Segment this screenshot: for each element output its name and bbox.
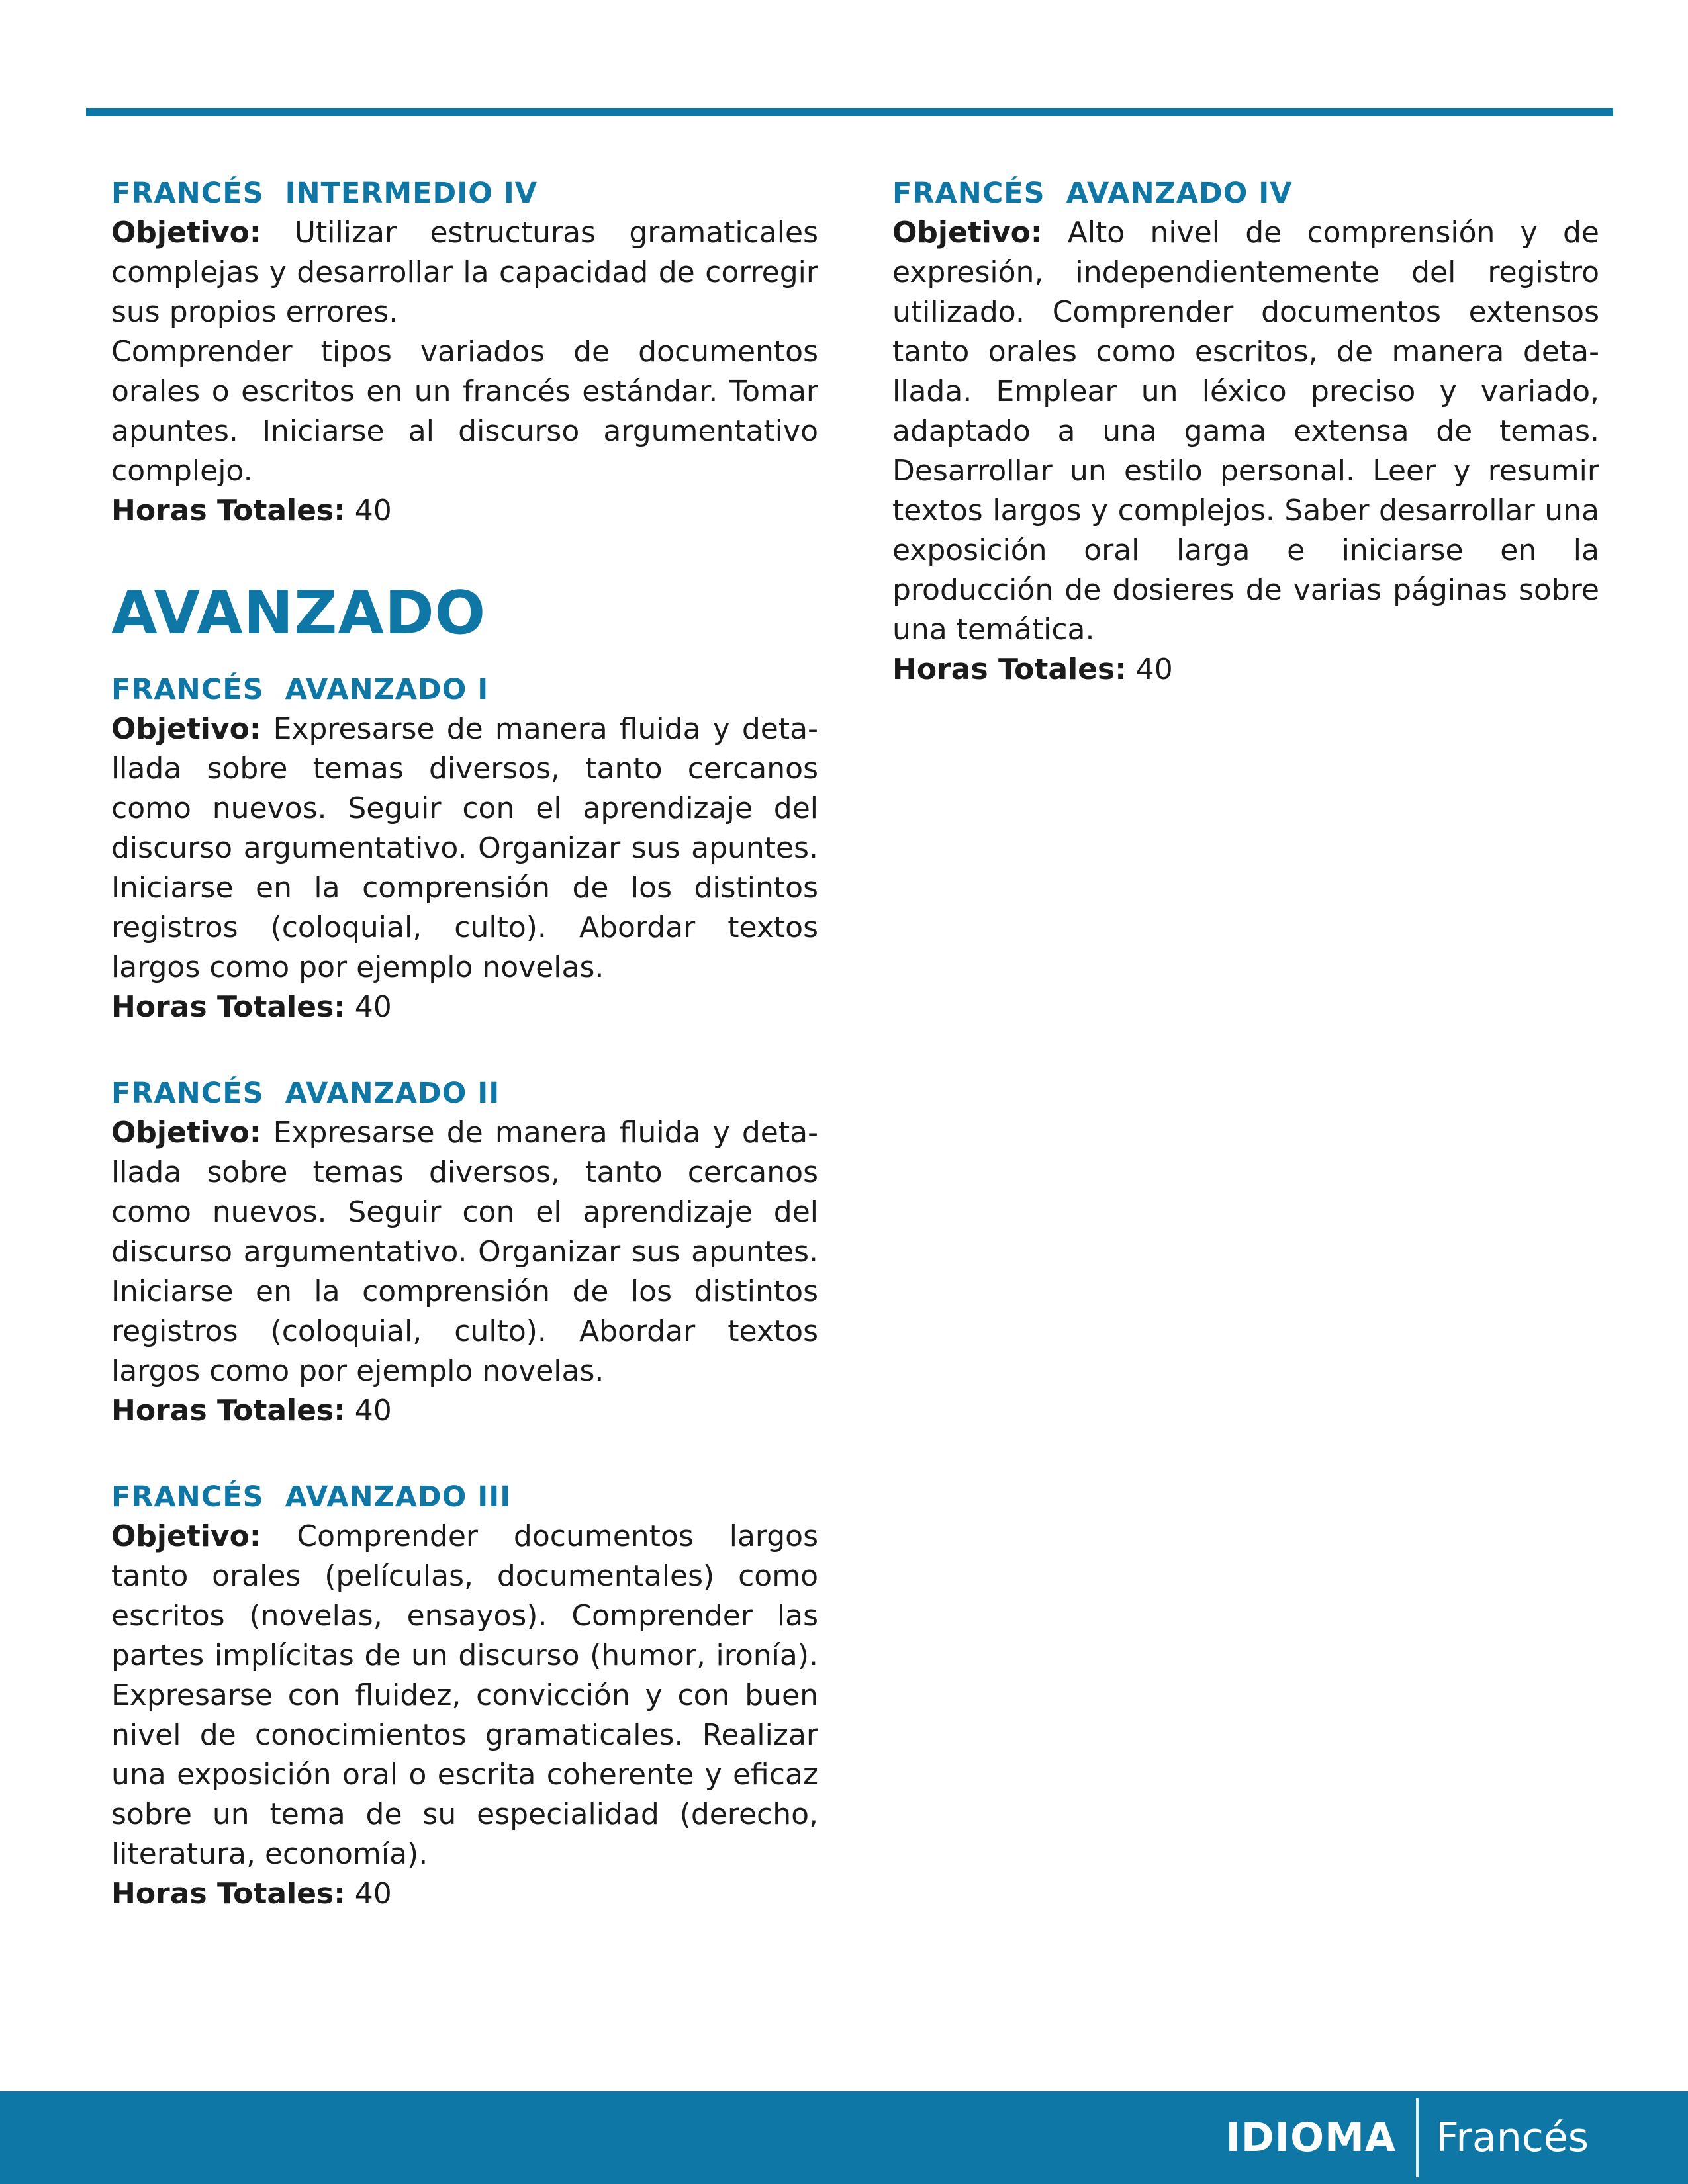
hours-value: 40: [345, 494, 392, 527]
course-title: FRANCÉS INTERMEDIO IV: [111, 177, 538, 210]
course-avanzado-iv: [892, 173, 1599, 690]
course-hours: [111, 987, 818, 1027]
course-title: FRANCÉS AVANZADO II: [111, 1077, 500, 1110]
course-hours: [111, 491, 818, 531]
hours-label: Horas Totales:: [892, 653, 1127, 686]
course-objective: [111, 213, 818, 332]
objective-text: Alto nivel de comprensión y de expresión, independientemente del registro utilizado. Comprender documentos extensos tanto orales como escritos, de manera detallada. Emplear un léxico preciso y variado, adaptado a una gama extensa de temas. Desarrollar un estilo personal. Leer y resumir textos largos y complejos. Saber desarrollar una exposición oral larga e iniciarse en la producción de dosieres de varias páginas sobre una temática.: [892, 216, 1599, 647]
objective-text: Expresarse de manera fluida y detallada sobre temas diversos, tanto cercanos como nuevos. Seguir con el aprendizaje del discurso argumentativo. Organizar sus apuntes. Iniciarse en la comprensión de los distintos registros (coloquial, culto). Abordar textos largos como por ejemplo novelas.: [111, 1116, 818, 1388]
course-hours: [892, 650, 1599, 690]
objective-text: Utilizar estructuras gramaticales complejas y desarrollar la capacidad de corregir sus propios errores.: [111, 216, 818, 329]
hours-value: 40: [1126, 653, 1173, 686]
objective-label: Objetivo:: [111, 1116, 261, 1150]
course-description: Comprender tipos variados de documentos orales o escritos en un francés estándar. Tomar apuntes. Iniciarse al discurso argumentativo complejo.: [111, 335, 818, 488]
hours-value: 40: [345, 990, 392, 1024]
objective-text: Comprender documentos largos tanto orales (películas, documentales) como escritos (novelas, ensayos). Comprender las partes implícitas de un discurso (humor, ironía). Expresarse con fluidez, convicción y con buen nivel de conocimientos gramaticales. Realizar una exposición oral o escrita coherente y eficaz sobre un tema de su especialidad (derecho, literatura, economía).: [111, 1520, 818, 1871]
hours-value: 40: [345, 1877, 392, 1911]
footer-label: IDIOMA: [1225, 2115, 1397, 2161]
top-rule: [86, 108, 1613, 116]
hours-label: Horas Totales:: [111, 1394, 346, 1428]
course-avanzado-iii: [111, 1477, 818, 1914]
course-intermedio-iv: [111, 173, 818, 531]
course-objective: [111, 1113, 818, 1391]
right-column: [892, 173, 1599, 736]
objective-label: Objetivo:: [111, 712, 261, 746]
objective-label: Objetivo:: [892, 216, 1043, 250]
course-objective: [111, 1517, 818, 1874]
course-hours: [111, 1391, 818, 1431]
left-column: [111, 173, 818, 1960]
course-avanzado-i: [111, 670, 818, 1027]
objective-label: Objetivo:: [111, 1520, 261, 1553]
course-objective: [892, 213, 1599, 650]
course-objective: [111, 709, 818, 987]
course-avanzado-ii: [111, 1073, 818, 1431]
course-title: FRANCÉS AVANZADO IV: [892, 177, 1293, 210]
footer-bar: [0, 2091, 1688, 2184]
course-title: FRANCÉS AVANZADO III: [111, 1480, 512, 1514]
hours-label: Horas Totales:: [111, 1877, 346, 1911]
footer-language: Francés: [1436, 2115, 1589, 2161]
course-title: FRANCÉS AVANZADO I: [111, 673, 489, 706]
footer-separator: [1416, 2098, 1419, 2177]
objective-text: Expresarse de manera fluida y detallada sobre temas diversos, tanto cercanos como nuevos. Seguir con el aprendizaje del discurso argumentativo. Organizar sus apuntes. Iniciarse en la comprensión de los distintos registros (coloquial, culto). Abordar textos largos como por ejemplo novelas.: [111, 712, 818, 984]
objective-label: Objetivo:: [111, 216, 261, 250]
hours-value: 40: [345, 1394, 392, 1428]
hours-label: Horas Totales:: [111, 990, 346, 1024]
section-heading-avanzado: AVANZADO: [111, 578, 487, 648]
hours-label: Horas Totales:: [111, 494, 346, 527]
footer-content: [1226, 2111, 1589, 2164]
course-hours: [111, 1874, 818, 1914]
